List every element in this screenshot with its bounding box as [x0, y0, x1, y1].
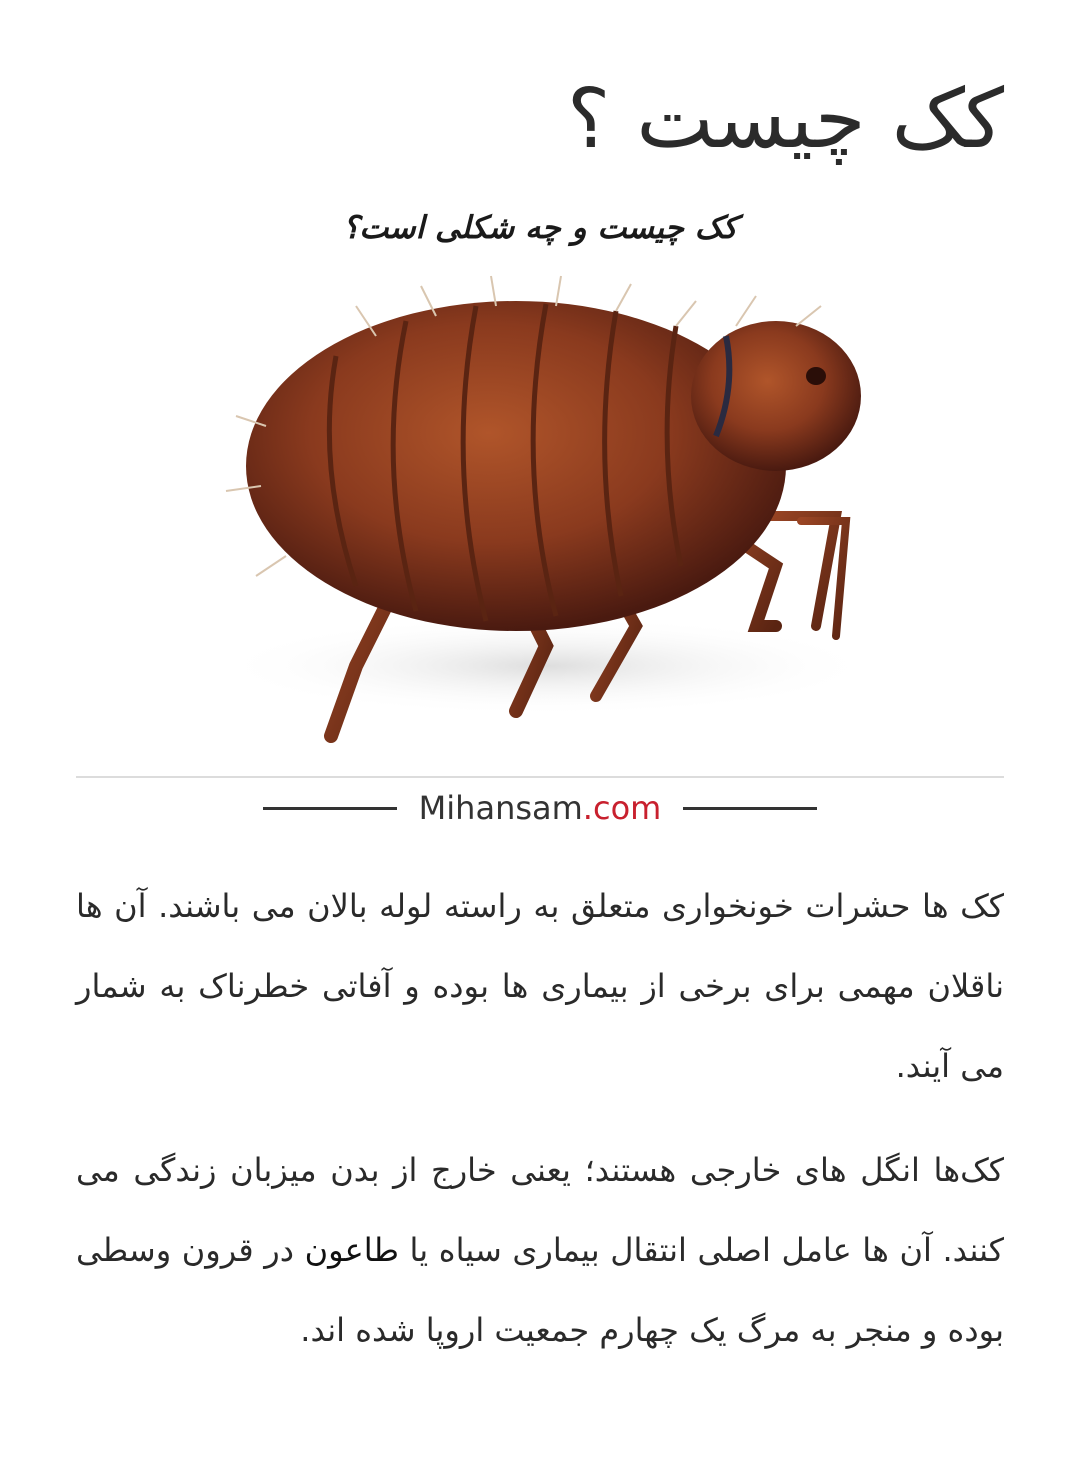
paragraph-text-before-link: کک‌ها انگل های خارجی هستند؛ یعنی خارج از بدن میزبان زندگی می کنند. آن ها عامل اصلی انتقال بیماری سیاه یا: [76, 1151, 1005, 1269]
plague-link[interactable]: طاعون: [304, 1231, 399, 1269]
paragraph-parasites: [76, 1130, 1004, 1370]
article-figure: [76, 196, 1004, 836]
watermark-tld: .com: [582, 789, 662, 827]
watermark-rule-right: [683, 807, 817, 810]
watermark: [76, 788, 1004, 828]
page-title: کک چیست ؟: [566, 72, 1004, 167]
watermark-text: [419, 789, 662, 827]
paragraph-intro: کک ها حشرات خونخواری متعلق به راسته لوله بالان می باشند. آن ها ناقلان مهمی برای برخی از بیماری ها بوده و آفاتی خطرناک به شمار می آیند.: [76, 887, 1004, 1085]
watermark-rule-left: [263, 807, 397, 810]
figure-caption: کک چیست و چه شکلی است؟: [342, 210, 738, 246]
figure-divider: [76, 776, 1004, 778]
paragraph-text-after-link: در قرون وسطی بوده و منجر به مرگ یک چهارم جمعیت اروپا شده اند.: [76, 1231, 1004, 1349]
flea-image: [76, 266, 1004, 766]
watermark-domain: Mihansam: [418, 789, 583, 827]
